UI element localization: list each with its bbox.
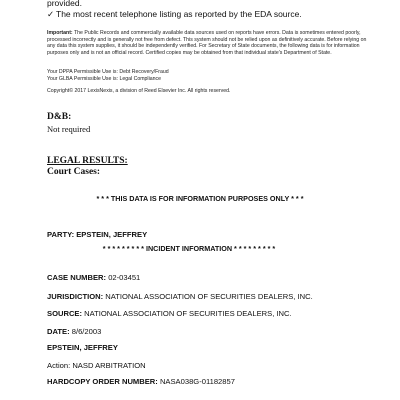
party-name: PARTY: EPSTEIN, JEFFREY — [47, 230, 148, 239]
telephone-listing-note — [47, 9, 302, 20]
court-cases-heading: Court Cases: — [47, 167, 101, 177]
date-row — [47, 327, 101, 336]
important-label: Important: — [47, 30, 73, 36]
party-name-secondary: EPSTEIN, JEFFREY — [47, 343, 118, 352]
hardcopy-order-value: NASA038G-01182857 — [157, 377, 235, 386]
dppa-permissible-use: Your DPPA Permissible Use is: Debt Recovery/Fraud — [47, 69, 169, 75]
dnb-value: Not required — [47, 124, 91, 134]
legal-results-heading: LEGAL RESULTS: — [47, 156, 128, 166]
provided-line: provided. — [47, 0, 82, 8]
copyright-notice: Copyright© 2017 LexisNexis, a division of Reed Elsevier Inc. All rights reserved. — [47, 88, 231, 94]
checkmark-icon: ✓ — [47, 9, 55, 19]
hardcopy-order-label: HARDCOPY ORDER NUMBER: — [47, 377, 158, 386]
incident-information-header: * * * * * * * * * INCIDENT INFORMATION * * * * * * * * * — [102, 244, 276, 253]
hardcopy-order-row — [47, 377, 235, 386]
glba-permissible-use: Your GLBA Permissible Use is: Legal Compliance — [47, 75, 161, 82]
jurisdiction-label: JURISDICTION: — [47, 292, 104, 301]
telephone-listing-text: The most recent telephone listing as reported by the EDA source. — [56, 9, 302, 19]
case-number-row — [47, 273, 140, 282]
case-number-label: CASE NUMBER: — [47, 273, 107, 282]
important-text: The Public Records and commercially available data sources used on reports have errors. Data is sometimes entered poorly, processed incorrectly and is generally not free from defect. This system should not be relied upon as definitively accurate. Before relying on any data this system supplies, it should be independently verified. For Secretary of State documents, the following data is for information purposes only and is not an official record. Certified copies may be obtained from that individual state's Department of State. — [47, 30, 367, 56]
permissible-use-block — [47, 69, 169, 82]
information-purposes-disclaimer: * * * THIS DATA IS FOR INFORMATION PURPOSES ONLY * * * — [96, 194, 304, 203]
important-notice — [47, 30, 369, 56]
jurisdiction-row — [47, 292, 313, 301]
date-label: DATE: — [47, 327, 70, 336]
case-number-value: 02-03451 — [106, 273, 141, 282]
dnb-heading: D&B: — [47, 112, 72, 122]
source-row — [47, 309, 292, 318]
date-value: 8/6/2003 — [69, 327, 102, 336]
source-value: NATIONAL ASSOCIATION OF SECURITIES DEALERS, INC. — [82, 309, 292, 318]
action-type: Action: NASD ARBITRATION — [47, 361, 146, 370]
jurisdiction-value: NATIONAL ASSOCIATION OF SECURITIES DEALERS, INC. — [103, 292, 313, 301]
source-label: SOURCE: — [47, 309, 83, 318]
